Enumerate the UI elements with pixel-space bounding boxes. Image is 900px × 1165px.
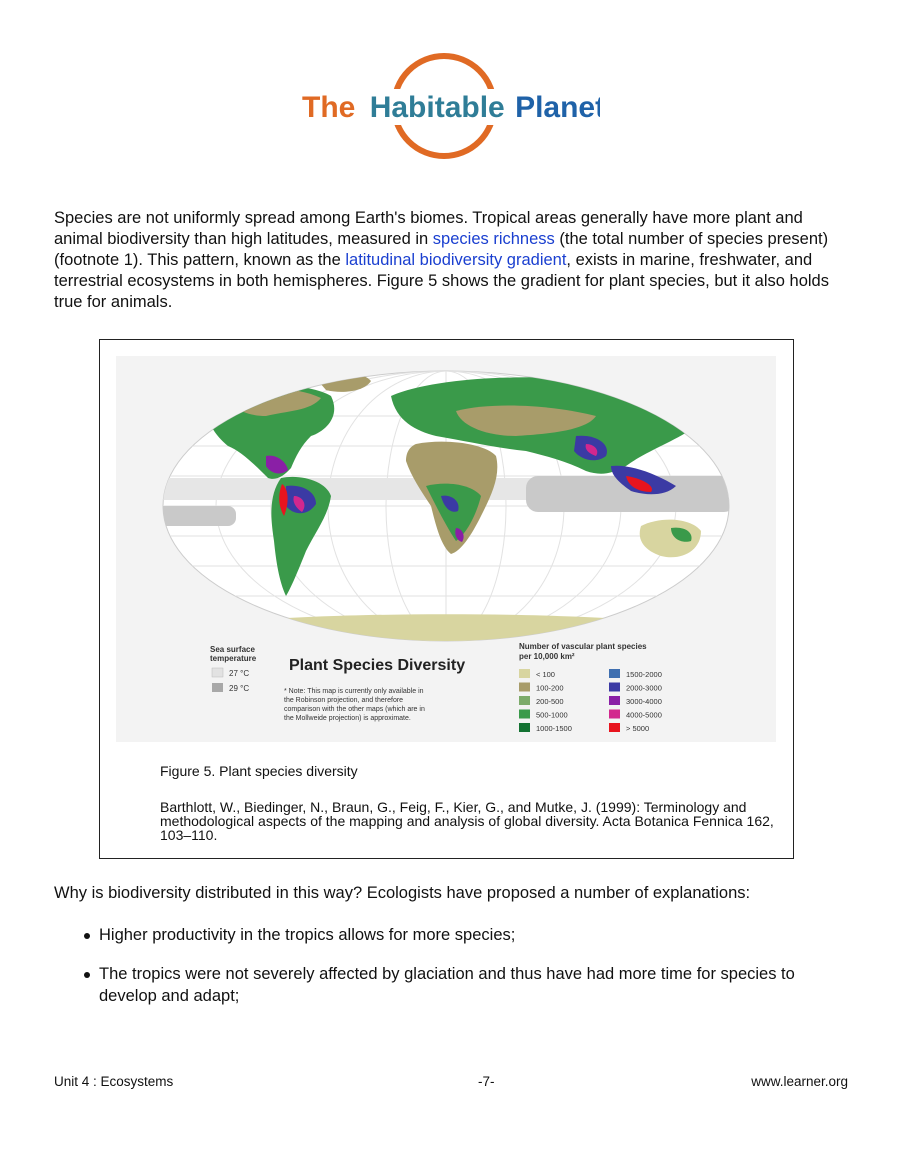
world-map-graphic: [116, 356, 776, 742]
note-line-1: * Note: This map is currently only available in: [284, 688, 424, 695]
legend-swatch: [519, 696, 530, 705]
legend-label: 4000-5000: [626, 710, 662, 720]
legend-label: < 100: [536, 670, 555, 679]
bullet-icon: [84, 933, 90, 939]
sst-29-swatch: [212, 683, 223, 692]
page-footer: [54, 1074, 848, 1092]
legend-swatch: [519, 723, 530, 732]
latitudinal-gradient-link[interactable]: latitudinal biodiversity gradient: [345, 251, 567, 269]
explanations-intro: Why is biodiversity distributed in this way? Ecologists have proposed a number of explanations:: [54, 884, 751, 902]
footer-unit: Unit 4 : Ecosystems: [54, 1074, 174, 1089]
map-legend: [210, 642, 662, 733]
legend-label: 1500-2000: [626, 670, 662, 679]
note-line-4: the Mollweide projection) is approximate.: [284, 715, 411, 722]
legend-label: 2000-3000: [626, 683, 662, 693]
legend-label: 500-1000: [536, 710, 568, 720]
logo-graphic: [300, 52, 600, 164]
logo-text: The Habitable Planet: [302, 91, 600, 124]
legend-swatch: [609, 683, 620, 692]
figure-caption: Figure 5. Plant species diversity: [160, 763, 358, 779]
legend-label: 1000-1500: [536, 724, 572, 733]
sst-27-swatch: [212, 668, 223, 677]
explanations-list: [82, 924, 802, 1024]
legend-label: 200-500: [536, 697, 564, 706]
legend-swatch: [609, 710, 620, 719]
sst-title-1: Sea surface: [210, 645, 255, 654]
sst-27-label: 27 °C: [229, 669, 250, 678]
footer-page-number: -7-: [478, 1074, 495, 1089]
sst-29-label: 29 °C: [229, 684, 250, 693]
legend-label: 100-200: [536, 683, 564, 693]
footer-website: www.learner.org: [751, 1074, 848, 1089]
intro-paragraph: Species are not uniformly spread among Earth's biomes. Tropical areas generally have more plant and animal biodiversity than high latitudes, measured in species richness (the total number of species present) (footnote 1). This pattern, known as the latitudinal biodiversity gradient, exists in marine, freshwater, and terrestrial ecosystems in both hemispheres. Figure 5 shows the gradient for plant species, but it also holds true for animals.: [54, 209, 829, 311]
legend-column-right: [609, 669, 662, 733]
legend-label: 3000-4000: [626, 697, 662, 706]
plant-diversity-map: [116, 356, 776, 742]
note-line-3: comparison with the other maps (which are in: [284, 706, 425, 713]
legend-swatch: [519, 710, 530, 719]
legend-swatch: [519, 683, 530, 692]
legend-swatch: [609, 669, 620, 678]
list-item: The tropics were not severely affected by glaciation and thus have had more time for species to develop and adapt;: [82, 963, 802, 1007]
figure-citation: Barthlott, W., Biedinger, N., Braun, G., Feig, F., Kier, G., and Mutke, J. (1999): Terminology and methodological aspects of the mapping and analysis of global diversity. Acta Botanica Fennica 162, 103–110.: [160, 799, 774, 843]
map-title: Plant Species Diversity: [289, 657, 466, 674]
legend-label: > 5000: [626, 724, 650, 733]
species-richness-link[interactable]: species richness: [432, 230, 555, 248]
list-item: Higher productivity in the tropics allows for more species;: [82, 924, 802, 946]
map-graticule: [156, 366, 736, 646]
legend-title-1: Number of vascular plant species: [519, 642, 647, 651]
legend-swatch: [519, 669, 530, 678]
bullet-icon: [84, 972, 90, 978]
figure-5: [99, 339, 794, 859]
sst-title-2: temperature: [210, 654, 257, 663]
legend-column-left: [519, 669, 572, 733]
legend-title-2: per 10,000 km²: [519, 652, 575, 661]
legend-swatch: [609, 696, 620, 705]
logo: [300, 52, 600, 164]
note-line-2: the Robinson projection, and therefore: [284, 697, 404, 704]
legend-swatch: [609, 723, 620, 732]
